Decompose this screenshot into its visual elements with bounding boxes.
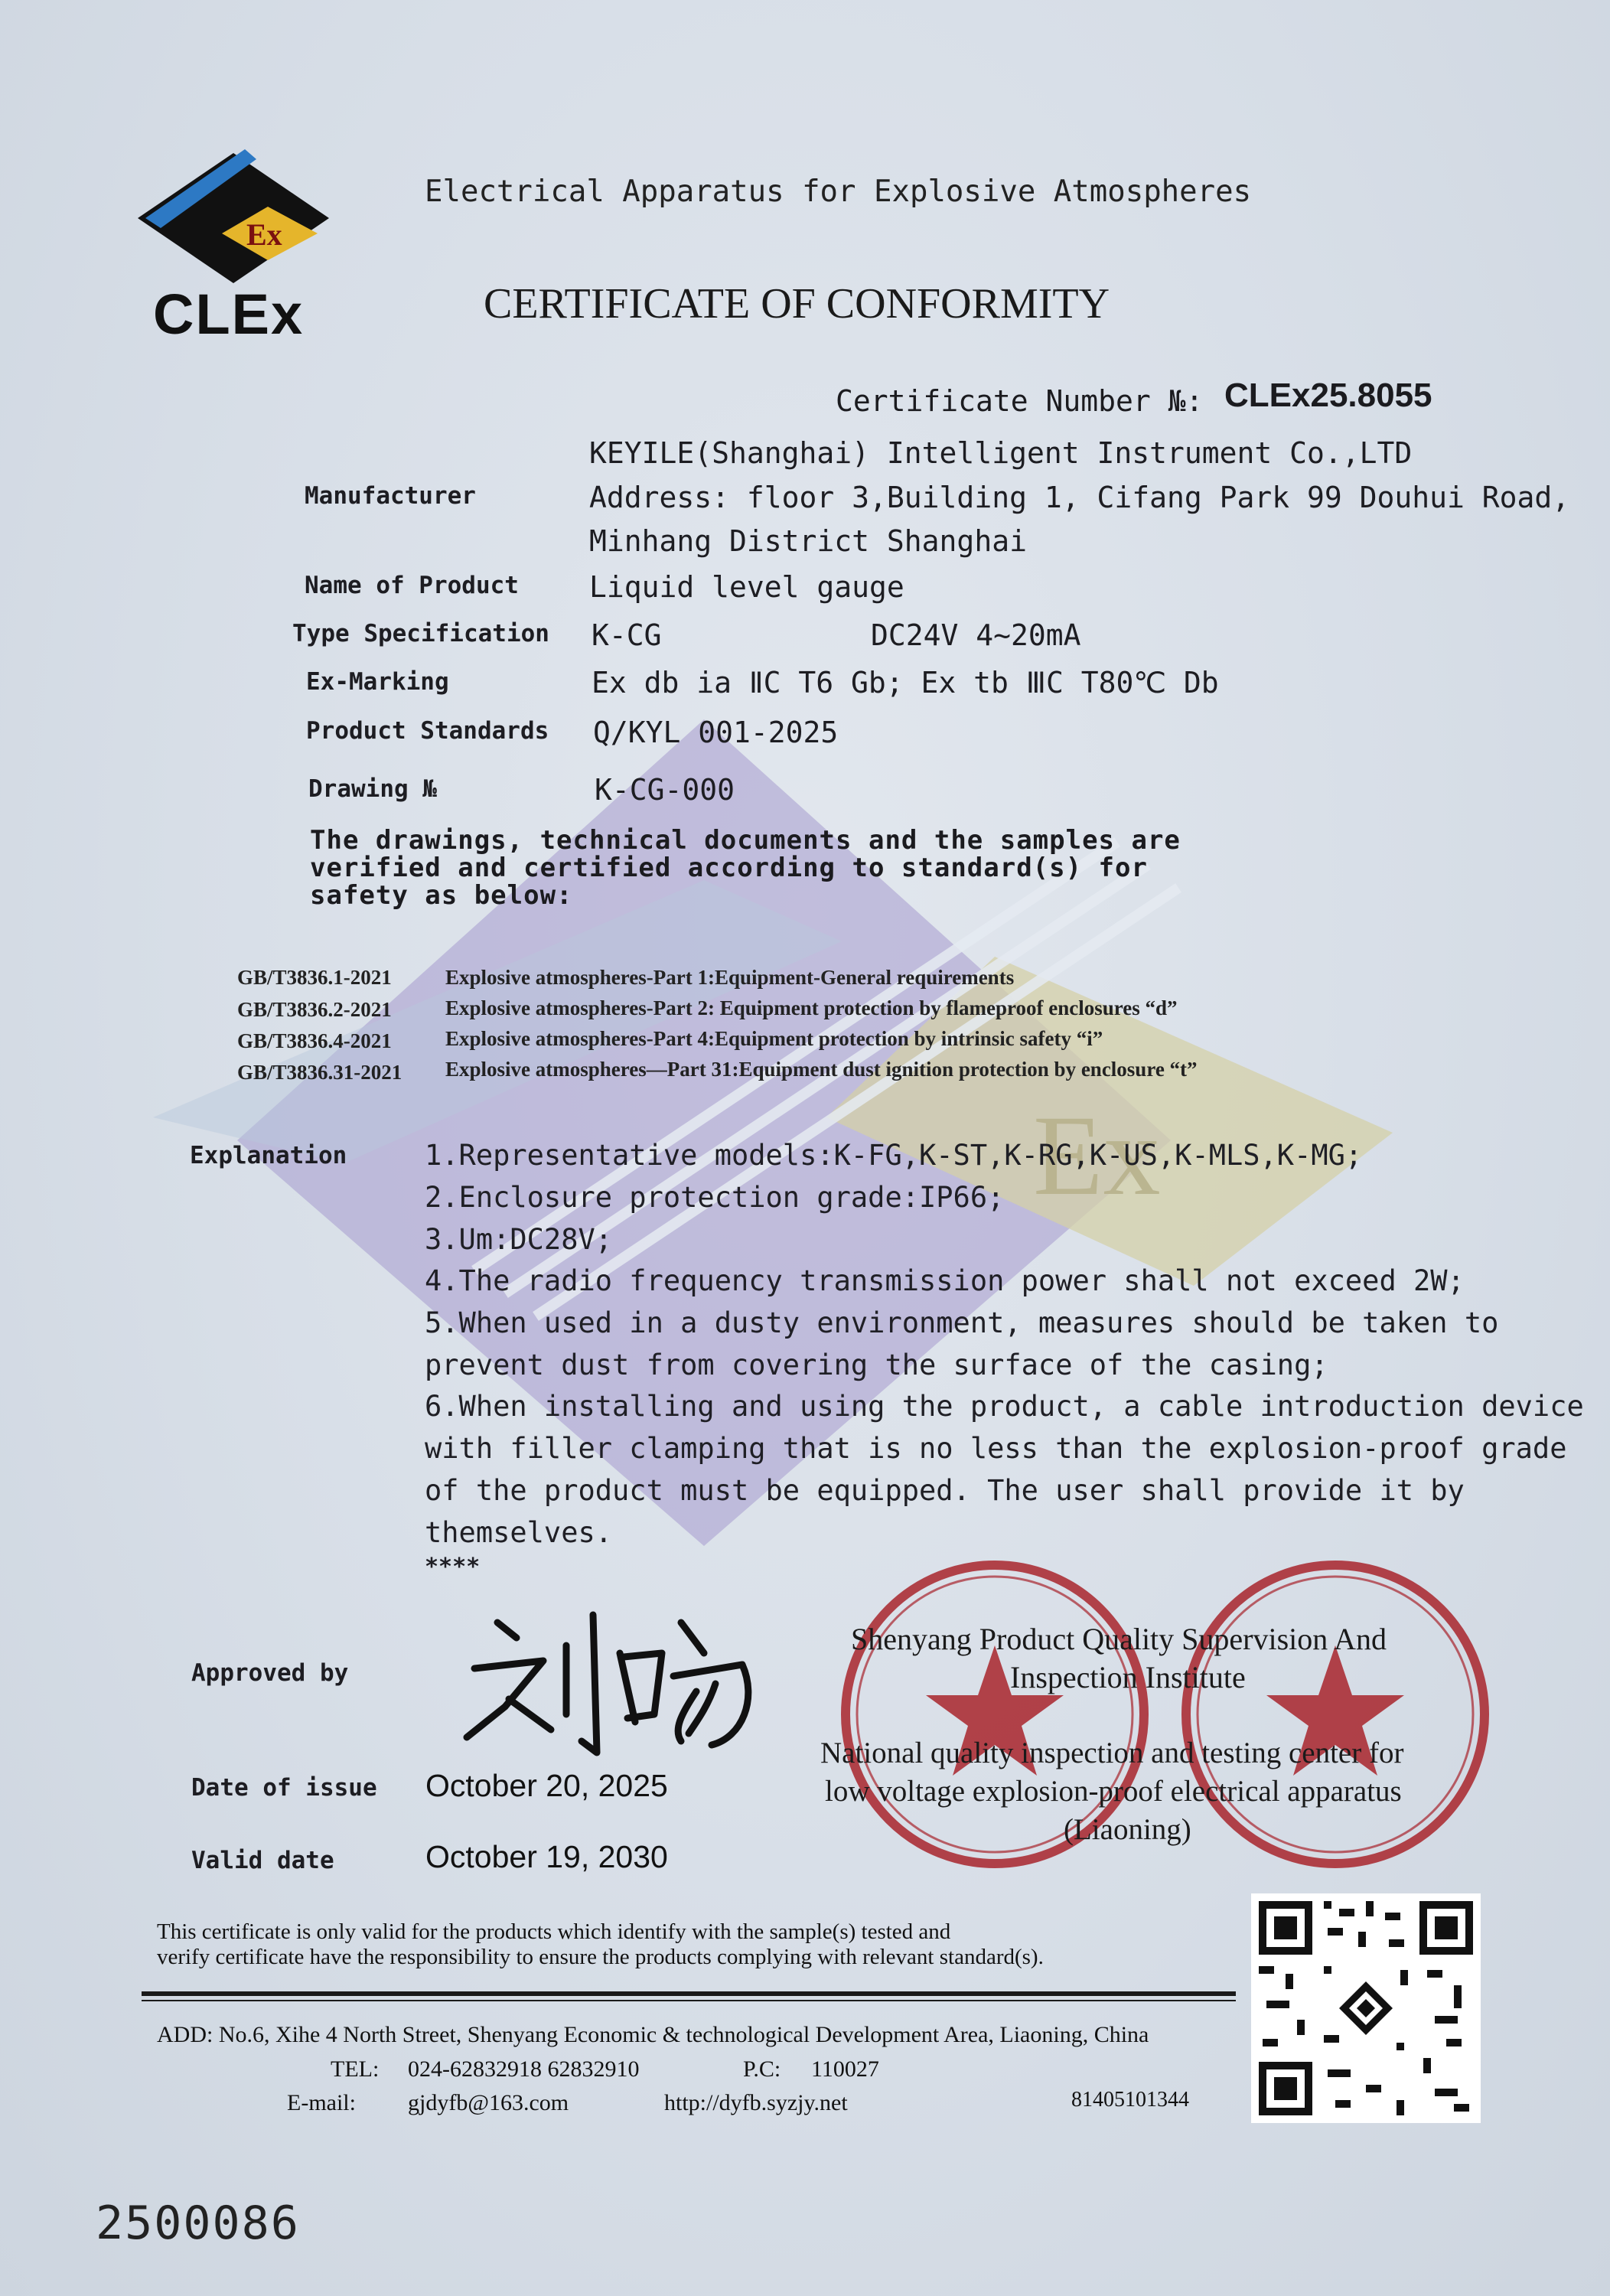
qr-code-icon[interactable] — [1251, 1893, 1481, 2123]
email-label: E-mail: — [287, 2090, 356, 2115]
type-label: Type Specification — [292, 620, 549, 647]
explanation-line: 5.When used in a dusty environment, measures should be taken to — [425, 1306, 1499, 1339]
manufacturer-address-2: Minhang District Shanghai — [589, 524, 1027, 558]
issue-date: October 20, 2025 — [425, 1768, 668, 1803]
type-model: K-CG — [592, 618, 662, 652]
validity-note-1: This certificate is only valid for the products which identify with the sample(s) tested and — [157, 1919, 951, 1944]
issuer-line-2: Inspection Institute — [1010, 1660, 1246, 1694]
issuer-line-1: Shenyang Product Quality Supervision And — [851, 1622, 1387, 1656]
svg-text:Ex: Ex — [1033, 1092, 1161, 1219]
standard-title: Explosive atmospheres-Part 2: Equipment protection by flameproof enclosures “d” — [445, 996, 1178, 1019]
certificate-number: CLEx25.8055 — [1224, 377, 1432, 414]
approved-by-label: Approved by — [191, 1659, 349, 1687]
explanation-line: with filler clamping that is no less than the explosion-proof grade — [425, 1432, 1567, 1465]
explanation-line: prevent dust from covering the surface of the casing; — [425, 1349, 1328, 1381]
postcode: 110027 — [811, 2056, 879, 2082]
issuer-line-5: (Liaoning) — [1064, 1813, 1191, 1846]
clex-logo-text: CLEx — [153, 282, 305, 346]
issuer-line-4: low voltage explosion-proof electrical apparatus — [825, 1775, 1402, 1808]
standard-code: GB/T3836.31-2021 — [237, 1061, 402, 1084]
valid-date-label: Valid date — [191, 1847, 334, 1874]
website-link[interactable]: http://dyfb.syzjy.net — [664, 2090, 848, 2115]
issuer-line-3: National quality inspection and testing center for — [820, 1737, 1404, 1769]
footer-divider — [142, 1991, 1236, 1996]
explanation-line: 1.Representative models:K-FG,K-ST,K-RG,K-US,K-MLS,K-MG; — [425, 1139, 1363, 1172]
serial-number: 2500086 — [96, 2197, 300, 2250]
explanation-line: 4.The radio frequency transmission power shall not exceed 2W; — [425, 1264, 1465, 1297]
product-label: Name of Product — [305, 572, 519, 599]
standard-title: Explosive atmospheres-Part 4:Equipment protection by intrinsic safety “i” — [445, 1027, 1103, 1050]
product-standards: Q/KYL 001-2025 — [593, 716, 839, 749]
exmarking-value: Ex db ia ⅡC T6 Gb; Ex tb ⅢC T80℃ Db — [592, 666, 1219, 700]
explanation-label: Explanation — [190, 1142, 347, 1169]
standard-title: Explosive atmospheres—Part 31:Equipment dust ignition protection by enclosure “t” — [445, 1058, 1198, 1081]
testing-center-seal-icon — [1175, 1554, 1496, 1875]
tel-label: TEL: — [331, 2056, 380, 2082]
valid-date: October 19, 2030 — [425, 1839, 668, 1874]
footer-divider-thin — [142, 2000, 1236, 2001]
qr-number: 81405101344 — [1071, 2088, 1189, 2112]
product-name: Liquid level gauge — [589, 570, 904, 604]
drawing-number: K-CG-000 — [595, 773, 735, 807]
verification-statement: The drawings, technical documents and the samples are verified and certified according to standard(s) for safety as below: — [310, 825, 1181, 911]
page-title: CERTIFICATE OF CONFORMITY — [484, 280, 1110, 328]
manufacturer-label: Manufacturer — [305, 482, 476, 510]
certificate-number-label: Certificate Number №: — [836, 384, 1204, 418]
svg-text:Ex: Ex — [246, 217, 282, 252]
standard-code: GB/T3836.4-2021 — [237, 1029, 392, 1052]
standard-code: GB/T3836.1-2021 — [237, 966, 392, 989]
manufacturer-name: KEYILE(Shanghai) Intelligent Instrument Co.,LTD — [589, 436, 1413, 470]
standard-code: GB/T3836.2-2021 — [237, 998, 392, 1021]
standard-title: Explosive atmospheres-Part 1:Equipment-General requirements — [445, 966, 1015, 989]
type-rating: DC24V 4~20mA — [871, 618, 1081, 652]
issuer-address: ADD: No.6, Xihe 4 North Street, Shenyang Economic & technological Development Area, Liaoning, China — [157, 2022, 1149, 2047]
header-subtitle: Electrical Apparatus for Explosive Atmospheres — [425, 174, 1252, 209]
issue-date-label: Date of issue — [191, 1774, 377, 1802]
validity-note-2: verify certificate have the responsibility to ensure the products complying with relevant standard(s). — [157, 1945, 1044, 1969]
explanation-line: of the product must be equipped. The user shall provide it by — [425, 1474, 1465, 1507]
postcode-label: P.C: — [743, 2056, 781, 2082]
email-address: gjdyfb@163.com — [408, 2090, 569, 2115]
drawing-label: Drawing № — [308, 775, 437, 803]
manufacturer-address-1: Address: floor 3,Building 1, Cifang Park 99 Douhui Road, — [589, 481, 1570, 514]
tel-number: 024-62832918 62832910 — [408, 2056, 640, 2082]
explanation-line: 3.Um:DC28V; — [425, 1223, 613, 1256]
signature-image — [451, 1592, 773, 1760]
standards-label: Product Standards — [306, 717, 549, 745]
explanation-line: 2.Enclosure protection grade:IP66; — [425, 1181, 1005, 1214]
exmarking-label: Ex-Marking — [306, 668, 449, 696]
explanation-line: themselves. — [425, 1516, 613, 1549]
explanation-line: 6.When installing and using the product, a cable introduction device — [425, 1390, 1584, 1423]
explanation-end-mark: **** — [425, 1554, 481, 1580]
